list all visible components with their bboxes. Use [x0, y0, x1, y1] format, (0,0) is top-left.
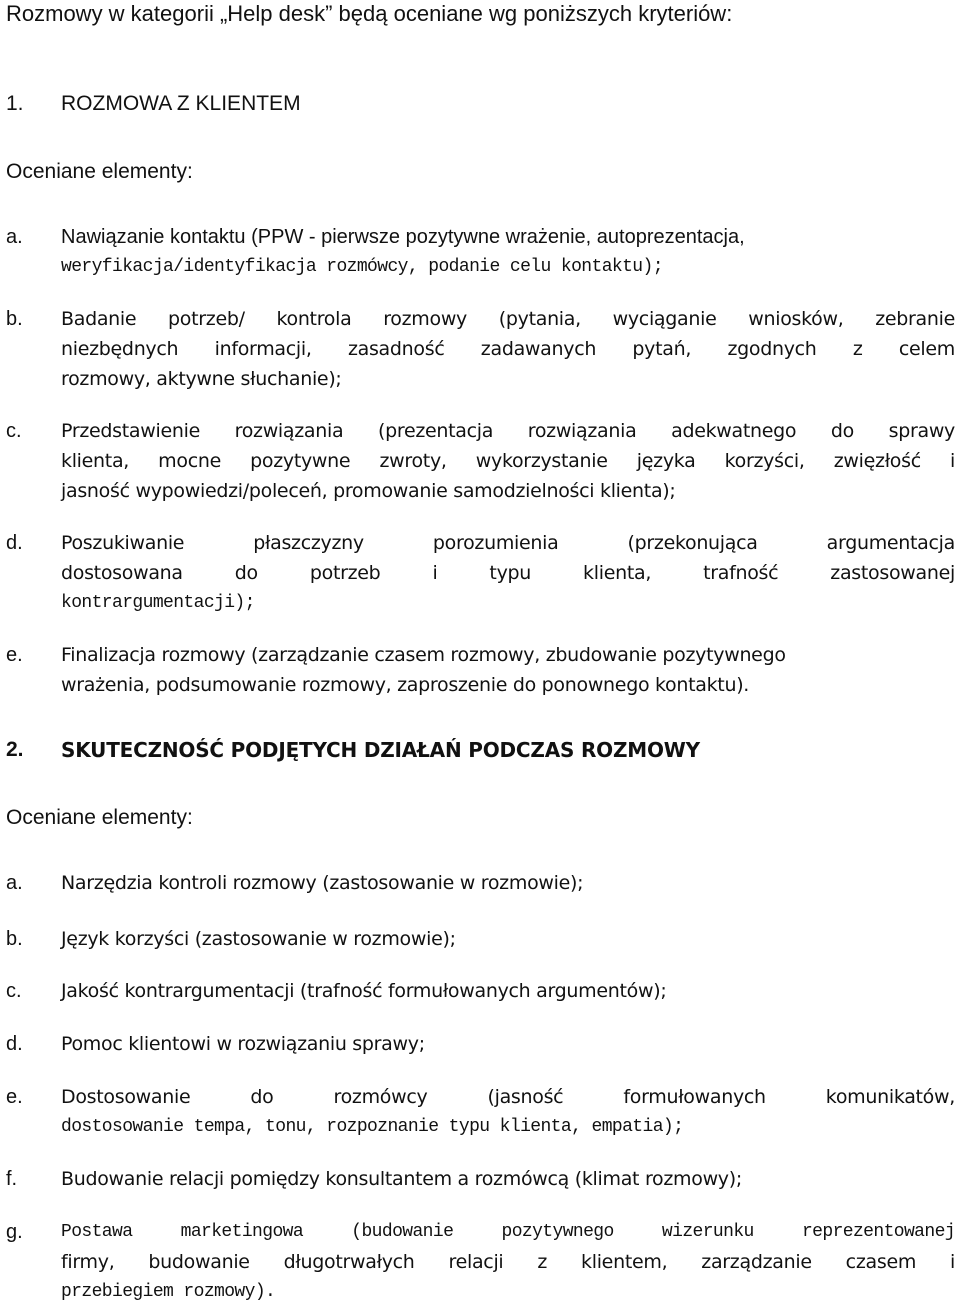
section-1-title: ROZMOWA Z KLIENTEM [61, 92, 301, 115]
section-1-item-e-line-2: wrażenia, podsumowanie rozmowy, zaproszenie do ponownego kontaktu). [61, 674, 750, 696]
section-2-item-b [61, 924, 955, 954]
section-1-item-c-line-2: klienta, mocne pozytywne zwroty, wykorzystanie języka korzyści, zwięzłość i [61, 450, 955, 472]
section-1-item-b-line-2: niezbędnych informacji, zasadność zadawanych pytań, zgodnych z celem [61, 338, 955, 360]
section-2-item-f-letter: f. [6, 1168, 18, 1190]
section-2-item-f [61, 1164, 955, 1194]
section-2-item-d-line-1: Pomoc klientowi w rozwiązaniu sprawy; [61, 1033, 425, 1055]
section-2-item-c-letter: c. [6, 980, 22, 1002]
section-1-item-e [61, 640, 955, 700]
section-1-item-e-letter: e. [6, 644, 23, 666]
section-1-item-b [61, 304, 955, 394]
section-1-item-d-letter: d. [6, 532, 23, 554]
section-2-item-a [61, 868, 955, 898]
section-2-item-d-letter: d. [6, 1033, 23, 1055]
section-2-item-g-letter: g. [6, 1221, 23, 1243]
section-2-item-f-line-1: Budowanie relacji pomiędzy konsultantem a rozmówcą (klimat rozmowy); [61, 1168, 742, 1190]
section-2-item-e-line-2: dostosowanie tempa, tonu, rozpoznanie typu klienta, empatia); [61, 1117, 684, 1137]
section-2-subheading: Oceniane elementy: [6, 806, 193, 829]
section-2-item-a-line-1: Narzędzia kontroli rozmowy (zastosowanie w rozmowie); [61, 872, 584, 894]
section-2-item-d [61, 1029, 955, 1059]
section-1-item-a-line-2: weryfikacja/identyfikacja rozmówcy, podanie celu kontaktu); [61, 257, 663, 277]
section-1-item-b-line-1: Badanie potrzeb/ kontrola rozmowy (pytania, wyciąganie wniosków, zebranie [61, 308, 955, 330]
section-1-item-b-line-3: rozmowy, aktywne słuchanie); [61, 368, 342, 390]
section-2-item-g-line-1: Postawa marketingowa (budowanie pozytywnego wizerunku reprezentowanej [61, 1222, 955, 1242]
section-2-title: SKUTECZNOŚĆ PODJĘTYCH DZIAŁAŃ PODCZAS ROZMOWY [61, 738, 700, 762]
section-1-subheading: Oceniane elementy: [6, 160, 193, 183]
section-1-item-d-line-3: kontrargumentacji); [61, 593, 255, 613]
section-2-number: 2. [6, 738, 24, 761]
section-2-item-b-line-1: Język korzyści (zastosowanie w rozmowie); [61, 928, 456, 950]
section-1-item-d [61, 528, 955, 618]
section-1-item-c-line-3: jasność wypowiedzi/poleceń, promowanie samodzielności klienta); [61, 480, 676, 502]
section-1-number: 1. [6, 92, 24, 115]
section-2-item-g [61, 1217, 955, 1307]
section-2-item-a-letter: a. [6, 872, 23, 894]
intro-text: Rozmowy w kategorii „Help desk” będą oceniane wg poniższych kryteriów: [6, 1, 733, 26]
section-2-item-e-line-1: Dostosowanie do rozmówcy (jasność formułowanych komunikatów, [61, 1086, 955, 1108]
section-2-item-e-letter: e. [6, 1086, 23, 1108]
section-2-item-c-line-1: Jakość kontrargumentacji (trafność formułowanych argumentów); [61, 980, 667, 1002]
section-2-item-b-letter: b. [6, 928, 23, 950]
section-2-item-g-line-2: firmy, budowanie długotrwałych relacji z klientem, zarządzanie czasem i [61, 1251, 955, 1273]
section-2-item-e [61, 1082, 955, 1142]
section-2-item-c [61, 976, 955, 1006]
section-2-item-g-line-3: przebiegiem rozmowy). [61, 1282, 276, 1302]
section-1-item-d-line-1: Poszukiwanie płaszczyzny porozumienia (przekonująca argumentacja [61, 532, 955, 554]
section-1-item-b-letter: b. [6, 308, 23, 330]
section-1-item-a-line-1: Nawiązanie kontaktu (PPW - pierwsze pozytywne wrażenie, autoprezentacja, [61, 226, 745, 248]
section-1-item-c-line-1: Przedstawienie rozwiązania (prezentacja rozwiązania adekwatnego do sprawy [61, 420, 955, 442]
section-1-item-c [61, 416, 955, 506]
section-1-item-d-line-2: dostosowana do potrzeb i typu klienta, trafność zastosowanej [61, 562, 955, 584]
section-1-item-a [61, 222, 955, 282]
section-1-item-a-letter: a. [6, 226, 23, 248]
section-1-item-e-line-1: Finalizacja rozmowy (zarządzanie czasem rozmowy, zbudowanie pozytywnego [61, 644, 786, 666]
section-1-item-c-letter: c. [6, 420, 22, 442]
